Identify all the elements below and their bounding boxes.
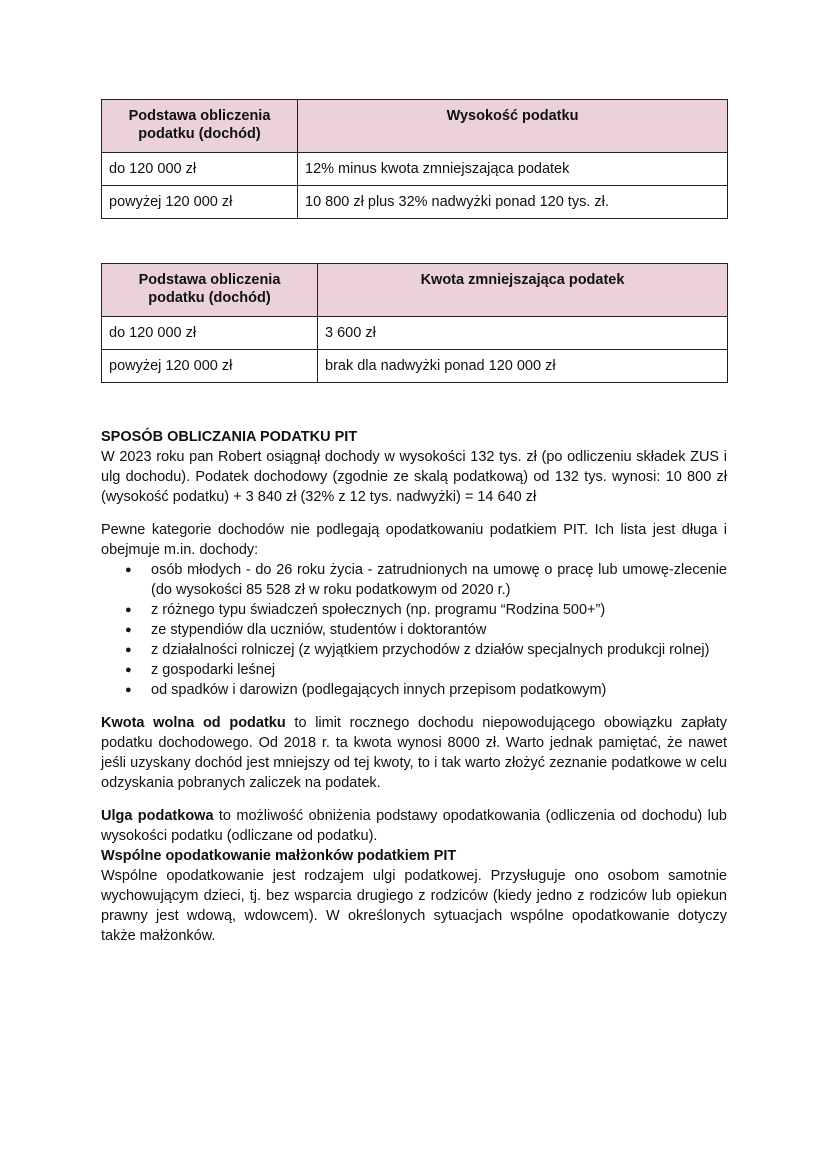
- table-row: [102, 153, 728, 186]
- table-cell: 10 800 zł plus 32% nadwyżki ponad 120 tys. zł.: [298, 186, 728, 219]
- term-tax-relief: Ulga podatkowa: [101, 808, 214, 824]
- list-item: ● osób młodych - do 26 roku życia - zatrudnionych na umowę o pracę lub umowę-zlecenie (do wysokości 85 528 zł w roku podatkowym od 2020 r.): [151, 560, 727, 600]
- paragraph-tax-free-amount: [101, 713, 727, 793]
- table-row: [102, 317, 728, 350]
- list-item: ● z gospodarki leśnej: [151, 660, 727, 680]
- column-header-reduction-amount: Kwota zmniejszająca podatek: [318, 264, 728, 317]
- table-cell: 3 600 zł: [318, 317, 728, 350]
- list-item: ● od spadków i darowizn (podlegających innych przepisom podatkowym): [151, 680, 727, 700]
- column-header-income: Podstawa obliczenia podatku (dochód): [102, 100, 298, 153]
- definition-tax-free-amount: to limit rocznego dochodu niepowodującego obowiązku zapłaty podatku dochodowego. Od 2018 r. ta kwota wynosi 8000 zł. Warto jednak pamiętać, że nawet jeśli uzyskany dochód jest mniejszy od tej kwoty, to i tak warto złożyć zeznanie podatkowe w celu odzyskania pobranych zaliczek na podatek.: [101, 715, 727, 791]
- list-item: ● z działalności rolniczej (z wyjątkiem przychodów z działów specjalnych produkcji rolnej): [151, 640, 727, 660]
- table-row: [102, 350, 728, 383]
- paragraph-exempt-intro: Pewne kategorie dochodów nie podlegają opodatkowaniu podatkiem PIT. Ich lista jest długa i obejmuje m.in. dochody:: [101, 522, 727, 558]
- column-header-income: Podstawa obliczenia podatku (dochód): [102, 264, 318, 317]
- paragraph-tax-relief: [101, 806, 727, 846]
- document-page: [101, 99, 727, 946]
- table-header-row: [102, 264, 728, 317]
- table-cell: do 120 000 zł: [102, 317, 318, 350]
- table-cell: powyżej 120 000 zł: [102, 350, 318, 383]
- table-cell: 12% minus kwota zmniejszająca podatek: [298, 153, 728, 186]
- paragraph-joint-taxation: Wspólne opodatkowanie jest rodzajem ulgi podatkowej. Przysługuje ono osobom samotnie wychowującym dzieci, tj. bez wsparcia drugiego z rodziców (kiedy jedno z rodziców lub opiekun prawny jest wdową, wdowcem). W określonych sytuacjach wspólne opodatkowanie dotyczy także małżonków.: [101, 868, 727, 944]
- column-header-tax-amount: Wysokość podatku: [298, 100, 728, 153]
- definition-tax-relief: to możliwość obniżenia podstawy opodatkowania (odliczenia od dochodu) lub wysokości podatku (odliczane od podatku).: [101, 808, 727, 844]
- exempt-income-list: [101, 560, 727, 700]
- tax-reduction-table: [101, 263, 728, 383]
- paragraph-example: W 2023 roku pan Robert osiągnął dochody w wysokości 132 tys. zł (po odliczeniu składek ZUS i ulg dochodu). Podatek dochodowy (zgodnie ze skalą podatkową) od 132 tys. wynosi: 10 800 zł (wysokość podatku) + 3 840 zł (32% z 12 tys. nadwyżki) = 14 640 zł: [101, 449, 727, 505]
- section-title-joint-taxation: Wspólne opodatkowanie małżonków podatkiem PIT: [101, 848, 457, 864]
- list-item: ● z różnego typu świadczeń społecznych (np. programu “Rodzina 500+”): [151, 600, 727, 620]
- table-cell: brak dla nadwyżki ponad 120 000 zł: [318, 350, 728, 383]
- term-tax-free-amount: Kwota wolna od podatku: [101, 715, 286, 731]
- table-cell: do 120 000 zł: [102, 153, 298, 186]
- list-item: ● ze stypendiów dla uczniów, studentów i doktorantów: [151, 620, 727, 640]
- tax-rate-table: [101, 99, 728, 219]
- table-cell: powyżej 120 000 zł: [102, 186, 298, 219]
- section-title-pit-calculation: SPOSÓB OBLICZANIA PODATKU PIT: [101, 429, 358, 445]
- table-row: [102, 186, 728, 219]
- table-header-row: [102, 100, 728, 153]
